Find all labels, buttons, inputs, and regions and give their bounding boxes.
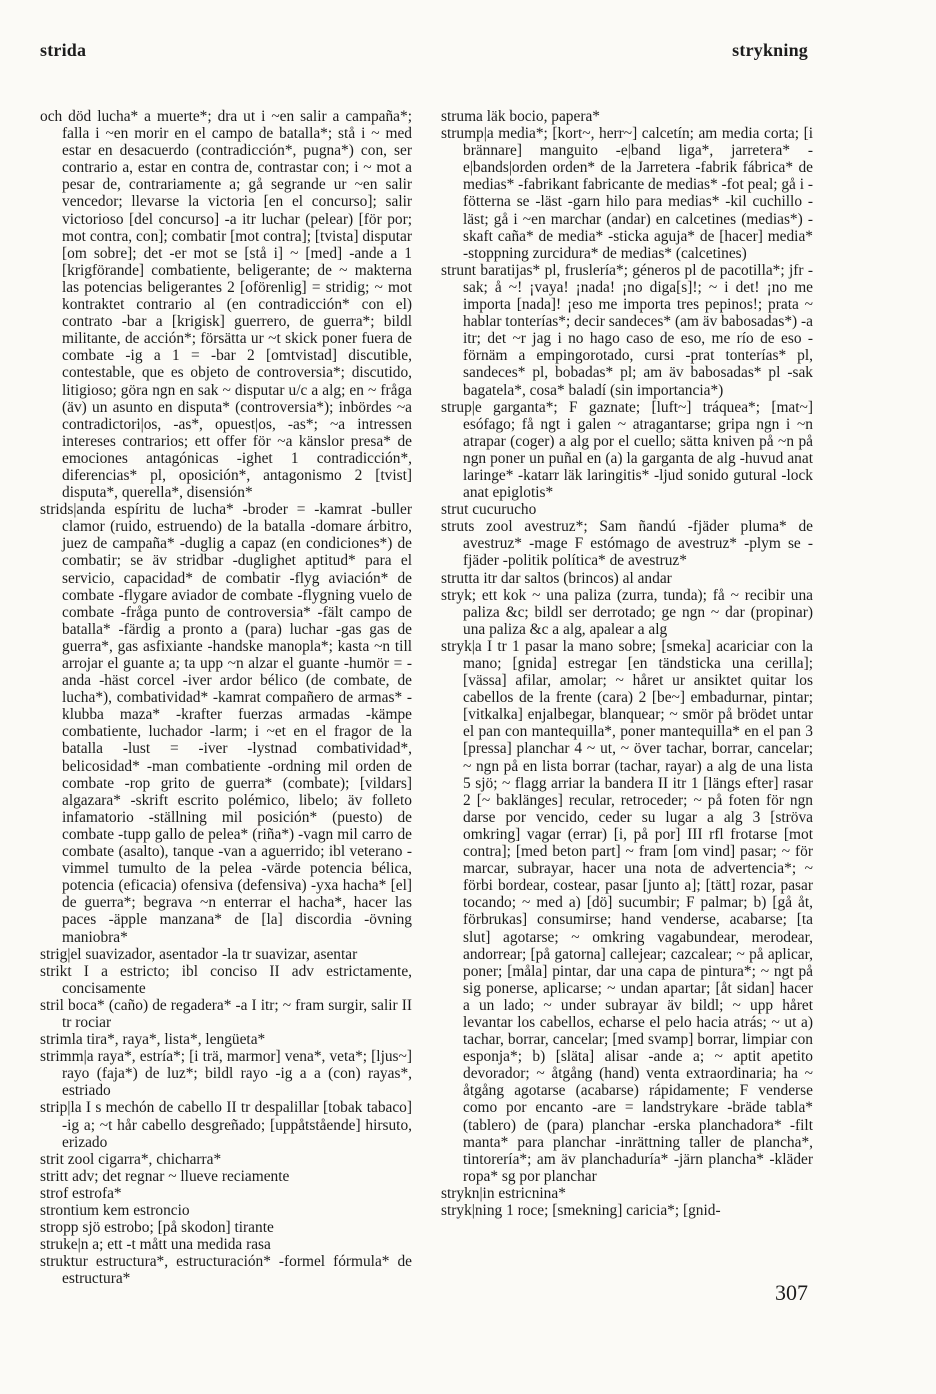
dictionary-entry: och död lucha* a muerte*; dra ut i ~en salir a campaña*; falla i ~en morir en el campo de batalla*; stå i ~ med estar en desacuerdo (contradicción*, pugna*) con, ser contrario a, estar en contra de, contrastar con; i ~ mot a pesar de, contrariamente a; gå segrande ur ~en salir vencedor; llevarse la victoria [en el concurso]; salir victorioso [del concurso] -a itr luchar (pelear) [för por; mot contra, con]; combatir [mot contra]; [tvista] disputar [om sobre]; det -er mot se [stå i] ~ [med] -ande a 1 [krigförande] combatiente, beligerante; de ~ makterna las potencias beligerantes 2 [oförenlig] = stridig; ~ mot kontraktet contrario al (en contradicción* con el) contrato -bar a [krigisk] guerrero, de guerra*; bildl militante, de acción*; försätta ur ~t skick poner fuera de combate -ig a 1 = -bar 2 [omtvistad] discutible, contestable, que es objeto de controversia*; discutido, litigioso; göra ngn en sak ~ disputar u/c a alg; en ~ fråga (äv) un asunto en disputa* (controversia*); inbördes ~a contradictori|os, -as*, opuest|os, -as*; ~a intressen intereses contrarios; ett offer för ~a känslor presa* de emociones antagónicas -ighet 1 contradicción*, diferencias* pl, oposición*, antagonismo 2 [tvist] disputa*, querella*, disensión* (40, 108, 412, 502)
dictionary-entry: strykn|in estricnina* (441, 1184, 566, 1202)
dictionary-entry: struma läk bocio, papera* (441, 108, 600, 125)
dictionary-entry: strimla tira*, raya*, lista*, lengüeta* (40, 1031, 266, 1049)
dictionary-entry: strip|la I s mechón de cabello II tr despalillar [tobak tabaco] -ig a; ~t hår cabello desgreñado; [uppåtstående] hirsuto, erizado (40, 1099, 412, 1151)
dictionary-entry: stropp sjö estrobo; [på skodon] tirante (40, 1219, 274, 1237)
dictionary-entry: strids|anda espíritu de lucha* -broder = -kamrat -buller clamor (ruido, estruendo) de la batalla -domare árbitro, juez de campaña* -duglig a capaz (en condiciones*) de combatir; se äv stridbar -duglighet aptitud* para el servicio, capacidad* de combatir -flyg aviación* de combate -flygare aviador de combate -flygning vuelo de combate -fråga punto de controversia* -fält campo de batalla* -färdig a pronto a (para) luchar -gas gas de guerra*, gas asfixiante -handske manopla*; kasta ~n till arrojar el guante a; ta upp ~n alzar el guante -humör = -anda -häst corcel -iver ardor bélico (de combate, de lucha*), combatividad* -kamrat compañero de armas* -klubba maza* -krafter fuerzas armadas -kämpe combatiente, luchador -larm; i ~et en el fragor de la batalla -lust = -iver -lystnad combatividad*, belicosidad* -man combatiente -ordning mil orden de combate -rop grito de guerra* (combate); [vildars] algazara* -skrift escrito polémico, libelo; äv folleto infamatorio -ställning mil posición* (puesto) de combate -tupp gallo de pelea* (riña*) -vagn mil carro de combate (asalto), tanque -van a aguerrido; ibl veterano -vimmel tumulto de la pelea -värde potencia bélica, potencia (eficacia) ofensiva (defensiva) -yxa hacha* [el] de guerra*; begrava ~n enterrar el hacha*, hacer las paces -äpple manzana* de [la] discordia -övning maniobra* (40, 501, 412, 946)
left-guide-word: strida (40, 40, 87, 60)
dictionary-entry: strontium kem estroncio (40, 1202, 190, 1219)
dictionary-entry: stryk|a I tr 1 pasar la mano sobre; [smeka] acariciar con la mano; [gnida] estregar [en tändsticka una cerilla]; [vässa] afilar, amolar; ~ håret ur ansiktet quitar los cabellos de la frente (cara) 2 [be~] embadurnar, pintar; [vitkalka] enjalbegar, blanquear; ~ smör på brödet untar el pan con mantequilla*, poner mantequilla* en el pan 3 [pressa] planchar 4 ~ ut, ~ över tachar, borrar, cancelar; ~ ngn på en lista borrar (tachar, rayar) a alg de una lista 5 sjö; ~ flagg arriar la bandera II itr 1 [längs efter] rasar 2 [~ baklänges] recular, retroceder; ~ på foten för ngn darse por vencido, ceder su lugar a alg 3 [ströva omkring] vagar (errar) [i, på por] III rfl frotarse [mot contra]; [med beton part] ~ fram [om vind] pasar; ~ för marcar, subrayar, hacer una nota de advertencia*; ~ förbi bordear, costear, pasar [junto a]; [tätt] rozar, pasar tocando; ~ med a) [dö] sucumbir; F palmar; b) [gå åt, förbrukas] consumirse; hand venderse, acabarse; [ta slut] agotarse; ~ omkring vagabundear, merodear, andorrear; [på gatorna] callejear; cazcalear; ~ på aplicar, poner; [måla] pintar, dar una capa de pintura*; ~ ngt på sig ponerse, aplicarse; ~ undan apartar; [åt sidan] hacer a un lado; ~ under subrayar äv bildl; ~ upp håret levantar los cabellos, echarse el pelo hacia atrás; ~ ut a) tachar, borrar, cancelar; [med svamp] borrar, limpiar con esponja*; b) [släta] alisar -ande a; ~ aptit apetito devorador; ~ åtgång (hand) venta extraordinaria; ha ~ åtgång agotarse (acabarse) rápidamente; F venderse como por encanto -are = landstrykare -bräde tabla* (tablero) de (para) planchar -erska planchadora* -filt manta* para planchar -inrättning taller de plancha*, tintorería*; am äv planchaduría* -järn plancha* -kläder ropa* sg por planchar (441, 637, 813, 1185)
dictionary-entry: stryk; ett kok ~ una paliza (zurra, tunda); få ~ recibir una paliza &c; bildl ser derrotado; ge ngn ~ dar (propinar) una paliza &c a alg, apalear a alg (441, 586, 813, 638)
dictionary-entry: strut cucurucho (441, 501, 537, 519)
dictionary-entry: strump|a media*; [kort~, herr~] calcetín; am media corta; [i brännare] manguito -e|band liga*, jarretera* -e|bands|orden orden* de la Jarretera -fabrik fábrica* de medias* -fabrikant fabricante de medias* -fot peal; gå i -fötterna se -läst -garn hilo para medias* -kil cuchillo -läst; gå i ~en marchar (andar) en calcetines (medias*) -skaft caña* de media* -sticka aguja* de [hacer] media* -stoppning zurcidura* de medias* (calcetines) (441, 125, 813, 262)
dictionary-entry: strig|el suavizador, asentador -la tr suavizar, asentar (40, 945, 358, 963)
dictionary-entry: strit zool cigarra*, chicharra* (40, 1150, 222, 1168)
dictionary-entry: strof estrofa* (40, 1184, 122, 1202)
page-number: 307 (775, 1280, 808, 1305)
dictionary-entry: struktur estructura*, estructuración* -formel fórmula* de estructura* (40, 1253, 412, 1288)
right-column (441, 108, 813, 1219)
dictionary-entry: struke|n a; ett -t mått una medida rasa (40, 1236, 271, 1254)
dictionary-entry: strup|e garganta*; F gaznate; [luft~] tráquea*; [mat~] esófago; få ngt i galen ~ atragantarse; gripa ngn i ~n atrapar (coger) a alg por el cuello; sätta kniven på ~n på ngn poner un puñal en (a) la garganta de alg -huvud anat laringe* -katarr läk laringitis* -ljud sonido gutural -lock anat epiglotis* (441, 398, 813, 502)
dictionary-entry: strunt baratijas* pl, fruslería*; géneros pl de pacotilla*; jfr -sak; å ~! ¡vaya! ¡nada! ¡no diga[s]!; ~ i det! ¡no me importa [nada]! ¡eso me importa tres pepinos!; prata ~ hablar tonterías*; decir sandeces* (am äv babosadas*) -a itr; det ~r jag i no hago caso de eso, me río de eso -förnäm a empingorotado, cursi -prat tonterías* pl, sandeces* pl, bobadas* pl; am äv babosadas* pl -sak bagatela*, cosa* baladí (sin importancia*) (441, 261, 813, 399)
dictionary-entry: strutta itr dar saltos (brincos) al andar (441, 569, 672, 587)
dictionary-entry: stril boca* (caño) de regadera* -a I itr; ~ fram surgir, salir II tr rociar (40, 996, 412, 1031)
right-guide-word: strykning (732, 40, 808, 60)
dictionary-entry: stritt adv; det regnar ~ llueve reciamente (40, 1167, 290, 1185)
dictionary-entry: stryk|ning 1 roce; [smekning] caricia*; [gnid- (441, 1202, 721, 1219)
left-column (40, 108, 412, 1287)
dictionary-entry: strikt I a estricto; ibl conciso II adv estrictamente, concisamente (40, 962, 412, 997)
dictionary-entry: struts zool avestruz*; Sam ñandú -fjäder pluma* de avestruz* -mage F estómago de avestruz* -plym se -fjäder -politik política* de avestruz* (441, 518, 813, 570)
dictionary-entry: strimm|a raya*, estría*; [i trä, marmor] vena*, veta*; [ljus~] rayo (faja*) de luz*; bildl rayo -ig a a (con) rayas*, estriado (40, 1048, 412, 1100)
